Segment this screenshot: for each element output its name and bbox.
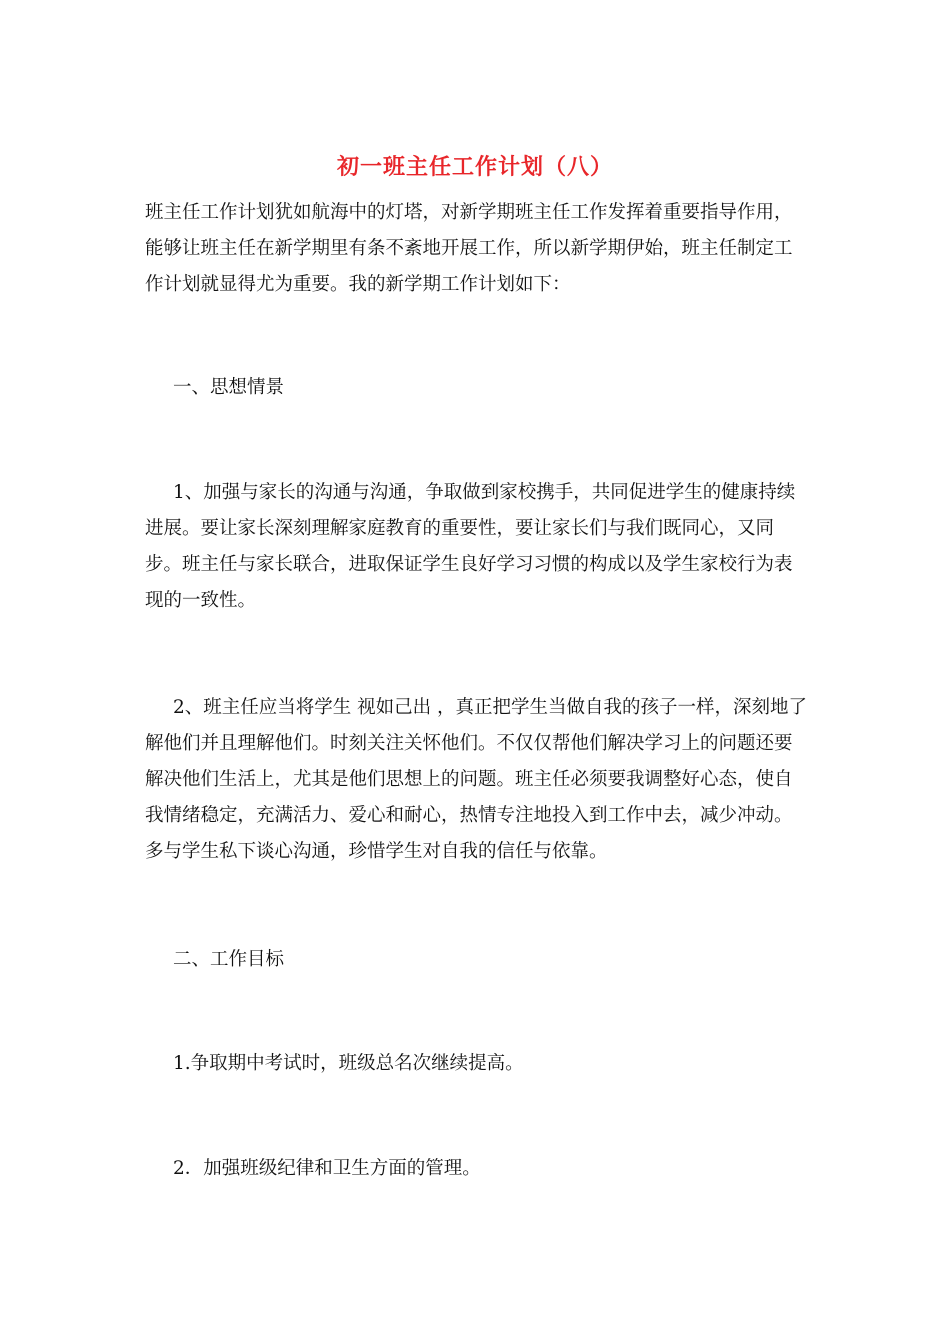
intro-paragraph: 班主任工作计划犹如航海中的灯塔，对新学期班主任工作发挥着重要指导作用，能够让班主任在新学期里有条不紊地开展工作，所以新学期伊始，班主任制定工作计划就显得尤为重要。我的新学期工作计划如下： <box>145 202 793 295</box>
section-heading-goals: 二、工作目标 <box>173 949 285 970</box>
section1-item2-paragraph: 2、班主任应当将学生 视如己出 ，真正把学生当做自我的孩子一样，深刻地了解他们并且理解他们。时刻关注关怀他们。不仅仅帮他们解决学习上的问题还要解决他们生活上，尤其是他们思想上的问题。班主任必须要我调整好心态，使自我情绪稳定，充满活力、爱心和耐心，热情专注地投入到工作中去，减少冲动。多与学生私下谈心沟通，珍惜学生对自我的信任与依靠。 <box>145 697 808 862</box>
section2-item2: 2．加强班级纪律和卫生方面的管理。 <box>173 1158 481 1179</box>
section-heading-thought: 一、思想情景 <box>173 377 285 398</box>
section1-item1-paragraph: 1、加强与家长的沟通与沟通，争取做到家校携手，共同促进学生的健康持续进展。要让家长深刻理解家庭教育的重要性，要让家长们与我们既同心，又同步。班主任与家长联合，进取保证学生良好学习习惯的构成以及学生家校行为表现的一致性。 <box>145 482 796 611</box>
section2-item1: 1.争取期中考试时，班级总名次继续提高。 <box>173 1053 524 1074</box>
document-title: 初一班主任工作计划（八） <box>336 154 613 180</box>
